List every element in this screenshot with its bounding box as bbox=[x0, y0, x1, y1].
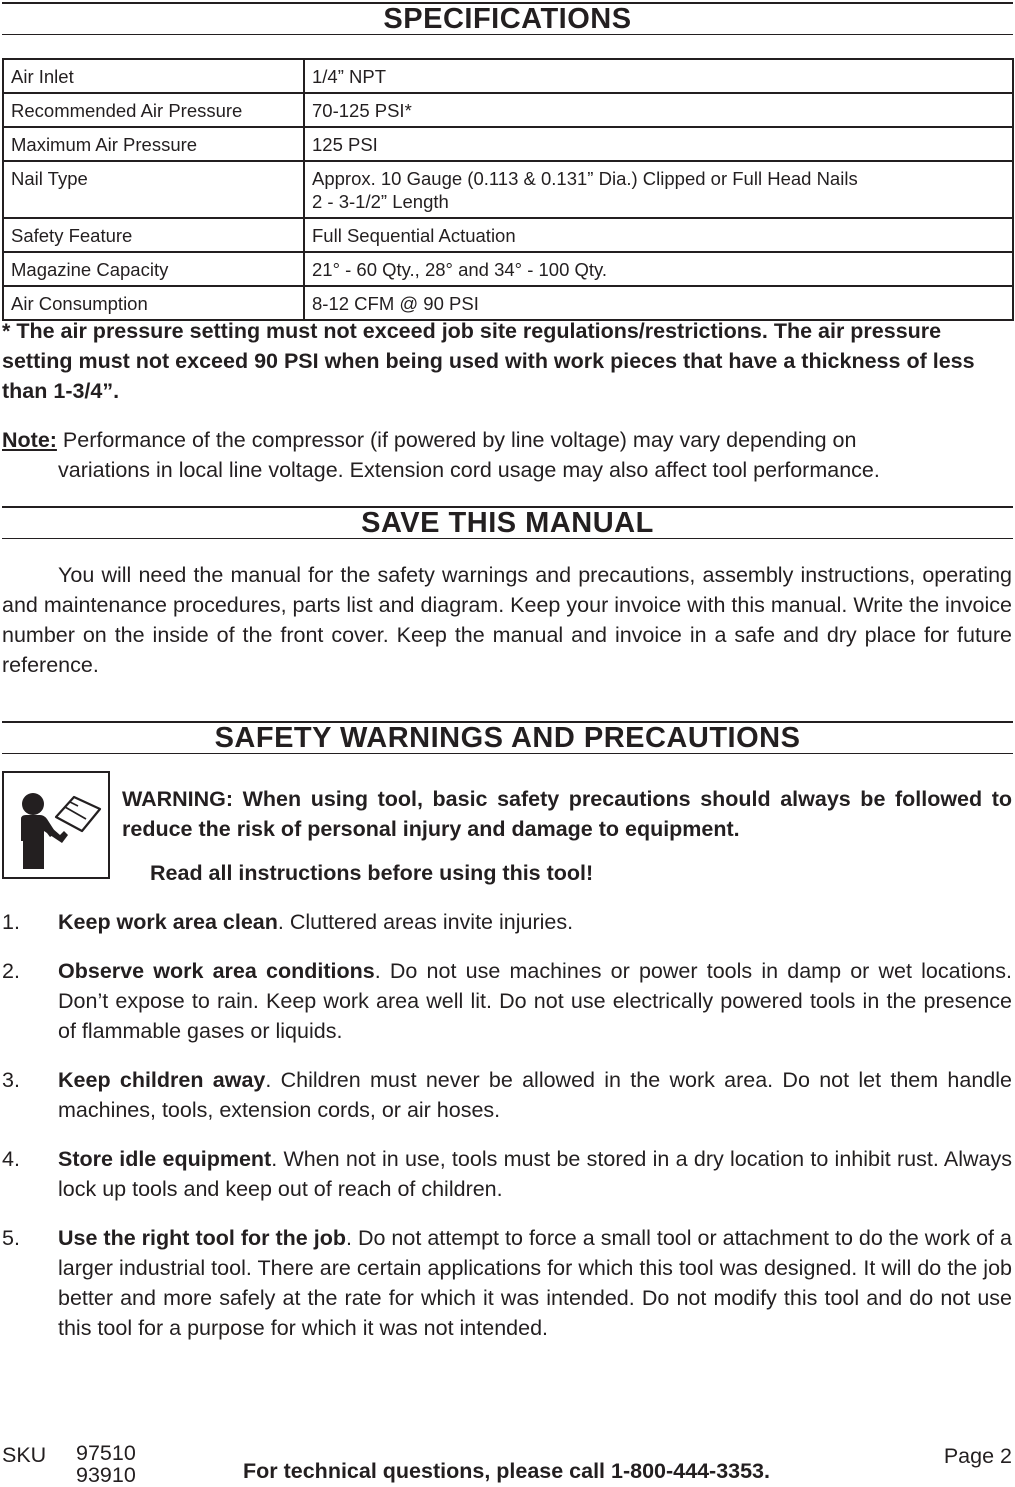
safety-heading: SAFETY WARNINGS AND PRECAUTIONS bbox=[2, 721, 1013, 754]
item-text: . Do not attempt to force a small tool or attachment to do the work of a larger industrial tool. There are certain applications for which this tool was designed. It will do the job better and more safely at the rate for which it was intended. Do not modify this tool and do not use this tool for a purpose for which it was not intended. bbox=[58, 1226, 1012, 1340]
item-title: Observe work area conditions bbox=[58, 959, 375, 983]
table-row bbox=[3, 218, 1013, 252]
note-text-line1: Performance of the compressor (if powered by line voltage) may vary depending on bbox=[62, 428, 857, 452]
read-all-instructions: Read all instructions before using this tool! bbox=[150, 861, 594, 885]
list-item bbox=[2, 1065, 1012, 1125]
table-row bbox=[3, 59, 1013, 93]
technical-questions-phone: For technical questions, please call 1-800-444-3353. bbox=[243, 1459, 770, 1483]
item-text: . Cluttered areas invite injuries. bbox=[277, 910, 574, 934]
item-text: . When not in use, tools must be stored in a dry location to inhibit rust. Always lock up tools and keep out of reach of children. bbox=[58, 1147, 1012, 1201]
list-item bbox=[2, 907, 1012, 937]
sku-numbers bbox=[76, 1442, 136, 1486]
sku-number: 93910 bbox=[76, 1463, 136, 1487]
spec-value-line: 2 - 3-1/2” Length bbox=[312, 191, 449, 212]
table-row bbox=[3, 161, 1013, 218]
save-manual-paragraph bbox=[2, 560, 1012, 680]
item-text: . Children must never be allowed in the work area. Do not let them handle machines, tools, extension cords, or air hoses. bbox=[58, 1068, 1012, 1122]
item-number: 5. bbox=[2, 1226, 20, 1250]
item-text: . Do not use machines or power tools in damp or wet locations. Don’t expose to rain. Keep work area well lit. Do not use electrically powered tools in the presence of flammable gases or liquids. bbox=[58, 959, 1012, 1043]
page-number: Page 2 bbox=[943, 1444, 1012, 1468]
specifications-heading: SPECIFICATIONS bbox=[2, 2, 1013, 35]
save-manual-text: You will need the manual for the safety warnings and precautions, assembly instructions, operating and maintenance procedures, parts list and diagram. Keep your invoice with this manual. Write the invoice number on the inside of the front cover. Keep the manual and invoice in a safe and dry place for future reference. bbox=[2, 563, 1012, 677]
sku-label: SKU bbox=[2, 1443, 47, 1467]
item-number: 2. bbox=[2, 959, 20, 983]
spec-value: 8-12 CFM @ 90 PSI bbox=[304, 286, 1013, 320]
list-item bbox=[2, 956, 1012, 1046]
spec-value: Full Sequential Actuation bbox=[304, 218, 1013, 252]
spec-label: Magazine Capacity bbox=[3, 252, 304, 286]
note-text-line2: variations in local line voltage. Extension cord usage may also affect tool performance. bbox=[58, 458, 880, 482]
compressor-note bbox=[2, 425, 1012, 485]
spec-value: 125 PSI bbox=[304, 127, 1013, 161]
spec-label: Recommended Air Pressure bbox=[3, 93, 304, 127]
list-item bbox=[2, 1144, 1012, 1204]
specifications-table bbox=[2, 58, 1014, 321]
list-item bbox=[2, 1223, 1012, 1343]
spec-label: Nail Type bbox=[3, 161, 304, 218]
spec-label: Air Consumption bbox=[3, 286, 304, 320]
spec-value-line: Approx. 10 Gauge (0.113 & 0.131” Dia.) Clipped or Full Head Nails bbox=[312, 168, 858, 189]
read-manual-icon bbox=[2, 771, 110, 879]
note-label: Note: bbox=[2, 428, 57, 452]
table-row bbox=[3, 286, 1013, 320]
item-number: 4. bbox=[2, 1147, 20, 1171]
item-title: Store idle equipment bbox=[58, 1147, 272, 1171]
item-number: 1. bbox=[2, 910, 20, 934]
sku-number: 97510 bbox=[76, 1441, 136, 1465]
item-number: 3. bbox=[2, 1068, 20, 1092]
table-row bbox=[3, 93, 1013, 127]
spec-value: 1/4” NPT bbox=[304, 59, 1013, 93]
save-manual-heading: SAVE THIS MANUAL bbox=[2, 506, 1013, 539]
spec-label: Air Inlet bbox=[3, 59, 304, 93]
safety-warning: WARNING: When using tool, basic safety precautions should always be followed to reduce the risk of personal injury and damage to equipment. bbox=[122, 787, 1012, 841]
table-row bbox=[3, 127, 1013, 161]
item-title: Use the right tool for the job bbox=[58, 1226, 346, 1250]
table-row bbox=[3, 252, 1013, 286]
pressure-footnote: * The air pressure setting must not exceed job site regulations/restrictions. The air pressure setting must not exceed 90 PSI when being used with work pieces that have a thickness of less than 1-3/4”. bbox=[2, 319, 975, 403]
spec-value: 21° - 60 Qty., 28° and 34° - 100 Qty. bbox=[304, 252, 1013, 286]
spec-value bbox=[304, 161, 1013, 218]
spec-label: Safety Feature bbox=[3, 218, 304, 252]
item-title: Keep children away bbox=[58, 1068, 266, 1092]
spec-label: Maximum Air Pressure bbox=[3, 127, 304, 161]
item-title: Keep work area clean bbox=[58, 910, 278, 934]
spec-value: 70-125 PSI* bbox=[304, 93, 1013, 127]
